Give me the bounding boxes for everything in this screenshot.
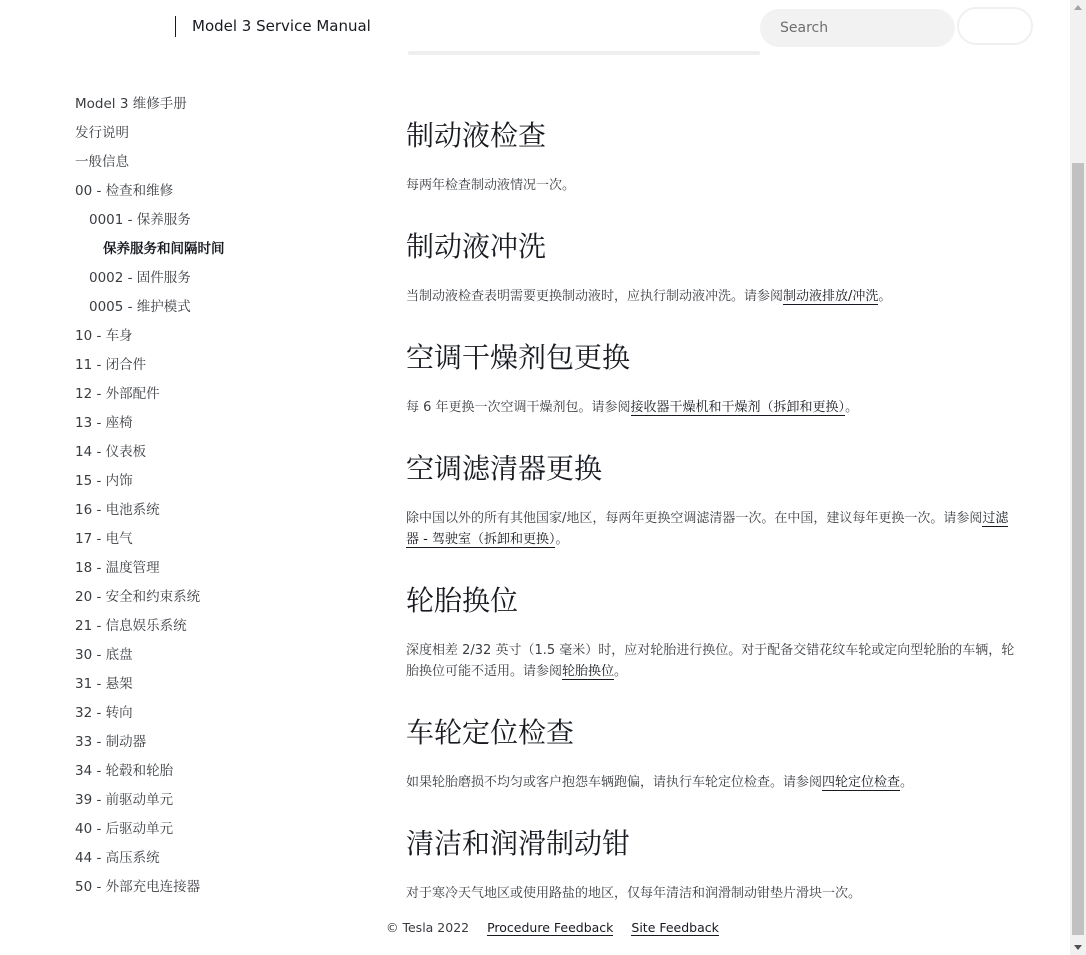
sidebar-item[interactable]: 50 - 外部充电连接器 [75, 879, 201, 895]
sidebar-item[interactable]: 20 - 安全和约束系统 [75, 589, 201, 605]
manual-title[interactable]: Model 3 Service Manual [192, 17, 371, 35]
scroll-up-arrow-icon[interactable] [1070, 0, 1086, 16]
sidebar-item[interactable]: 21 - 信息娱乐系统 [75, 618, 187, 634]
section-heading: 空调滤清器更换 [406, 452, 603, 485]
sidebar-item[interactable]: Model 3 维修手册 [75, 96, 187, 112]
section-heading: 车轮定位检查 [406, 716, 575, 749]
sidebar-item[interactable]: 保养服务和间隔时间 [103, 241, 225, 257]
vertical-scrollbar[interactable] [1070, 0, 1086, 955]
paragraph-text: 对于寒冷天气地区或使用路盐的地区，仅每年清洁和润滑制动钳垫片滑块一次。 [406, 886, 862, 901]
sidebar-item[interactable]: 31 - 悬架 [75, 676, 133, 692]
sidebar-item[interactable]: 33 - 制动器 [75, 734, 147, 750]
footer [386, 920, 733, 935]
paragraph-text: 如果轮胎磨损不均匀或客户抱怨车辆跑偏，请执行车轮定位检查。请参阅 [406, 775, 823, 790]
paragraph-text-end: 。 [900, 775, 914, 790]
sidebar-nav [75, 90, 375, 902]
scroll-down-arrow-icon[interactable] [1070, 939, 1086, 955]
sidebar-item[interactable]: 一般信息 [75, 154, 129, 170]
header [0, 0, 1070, 56]
sidebar-item[interactable]: 32 - 转向 [75, 705, 133, 721]
tesla-logo[interactable] [75, 17, 165, 37]
sidebar-item[interactable]: 17 - 电气 [75, 531, 133, 547]
paragraph-text-end: 。 [845, 400, 859, 415]
sidebar-item[interactable]: 14 - 仪表板 [75, 444, 147, 460]
header-divider [175, 16, 176, 37]
sidebar-item[interactable]: 13 - 座椅 [75, 415, 133, 431]
reference-link[interactable]: 四轮定位检查 [822, 775, 901, 790]
sidebar-item[interactable]: 0002 - 固件服务 [89, 270, 191, 286]
sidebar-item[interactable]: 0005 - 维护模式 [89, 299, 191, 315]
section-heading: 制动液冲洗 [406, 230, 547, 263]
sidebar-item[interactable]: 44 - 高压系统 [75, 850, 160, 866]
section-heading: 轮胎换位 [406, 584, 519, 617]
sidebar-item[interactable]: 18 - 温度管理 [75, 560, 160, 576]
sidebar-item[interactable]: 15 - 内饰 [75, 473, 133, 489]
sidebar-item[interactable]: 12 - 外部配件 [75, 386, 160, 402]
sidebar-item[interactable]: 10 - 车身 [75, 328, 133, 344]
search-input[interactable] [760, 9, 955, 47]
section-paragraph [406, 286, 1018, 307]
paragraph-text-end: 。 [555, 532, 569, 547]
reference-link[interactable]: 制动液排放/冲洗 [783, 289, 879, 304]
section-heading: 清洁和润滑制动钳 [406, 827, 631, 860]
sidebar-item[interactable]: 30 - 底盘 [75, 647, 133, 663]
sidebar-item[interactable]: 11 - 闭合件 [75, 357, 147, 373]
section-paragraph [406, 508, 1018, 550]
sidebar-item[interactable]: 16 - 电池系统 [75, 502, 160, 518]
reference-link[interactable]: 接收器干燥机和干燥剂（拆卸和更换） [630, 400, 846, 415]
paragraph-text-end: 。 [878, 289, 892, 304]
section-paragraph [406, 397, 1018, 418]
sidebar-item[interactable]: 0001 - 保养服务 [89, 212, 191, 228]
paragraph-text: 当制动液检查表明需要更换制动液时，应执行制动液冲洗。请参阅 [406, 289, 784, 304]
reference-link[interactable]: 过滤器 - 驾驶室（拆卸和更换） [406, 511, 1009, 547]
paragraph-text: 深度相差 2/32 英寸（1.5 毫米）时，应对轮胎进行换位。对于配备交错花纹车轮或定向型轮胎的车辆，轮胎换位可能不适用。请参阅 [406, 643, 1015, 679]
sidebar-item[interactable]: 40 - 后驱动单元 [75, 821, 174, 837]
paragraph-text: 每 6 年更换一次空调干燥剂包。请参阅 [406, 400, 631, 415]
section-paragraph [406, 640, 1018, 682]
paragraph-text-end: 。 [614, 664, 628, 679]
sidebar-item[interactable]: 00 - 检查和维修 [75, 183, 174, 199]
paragraph-text: 除中国以外的所有其他国家/地区，每两年更换空调滤清器一次。在中国，建议每年更换一次。请参阅 [406, 511, 983, 526]
site-feedback-link[interactable]: Site Feedback [631, 920, 719, 935]
section-paragraph [406, 883, 1018, 904]
header-button[interactable] [957, 7, 1033, 45]
search-results-bar [408, 51, 760, 55]
section-heading: 空调干燥剂包更换 [406, 341, 631, 374]
section-paragraph [406, 175, 1018, 196]
section-paragraph [406, 772, 1018, 793]
reference-link[interactable]: 轮胎换位 [562, 664, 615, 679]
paragraph-text: 每两年检查制动液情况一次。 [406, 178, 576, 193]
section-heading: 制动液检查 [406, 119, 547, 152]
sidebar-item[interactable]: 39 - 前驱动单元 [75, 792, 174, 808]
copyright-text: © Tesla 2022 [386, 920, 470, 935]
procedure-feedback-link[interactable]: Procedure Feedback [487, 920, 614, 935]
scrollbar-thumb[interactable] [1072, 163, 1084, 935]
sidebar-item[interactable]: 34 - 轮毂和轮胎 [75, 763, 174, 779]
sidebar-item[interactable]: 发行说明 [75, 125, 129, 141]
